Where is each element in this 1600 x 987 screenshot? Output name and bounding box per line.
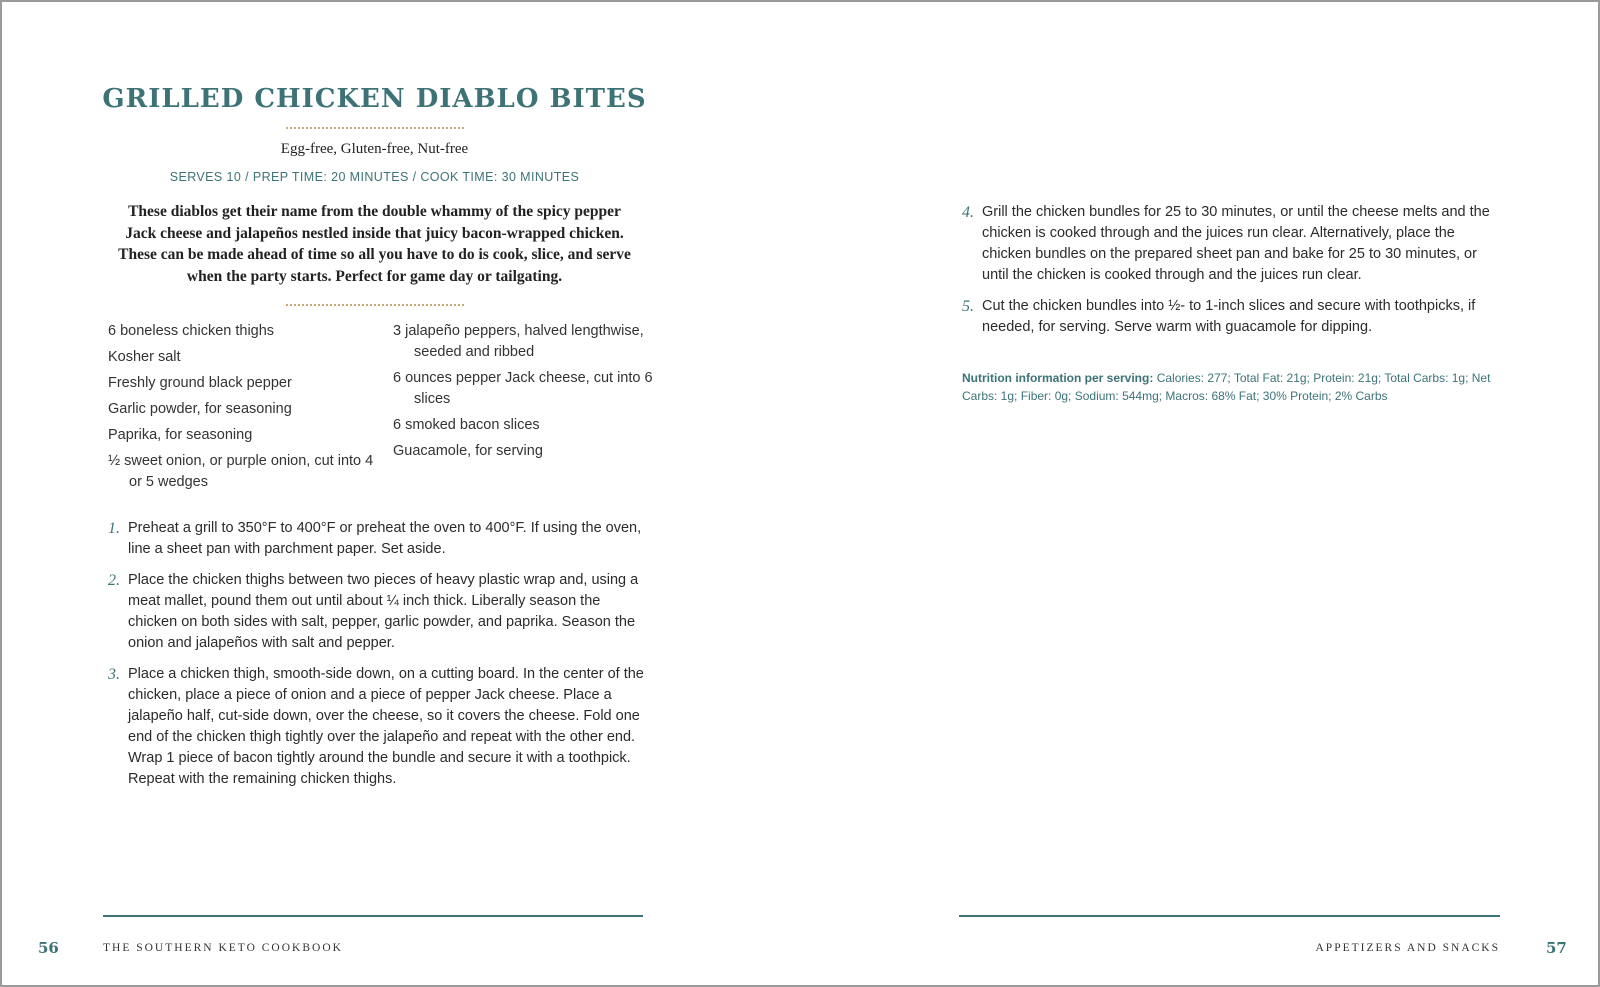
page-number-left: 56 (38, 939, 59, 957)
recipe-meta: SERVES 10 / PREP TIME: 20 MINUTES / COOK TIME: 30 MINUTES (169, 170, 580, 184)
ingredient-item: Kosher salt (108, 349, 181, 365)
step-number: 5. (962, 298, 974, 315)
step-item (108, 664, 648, 790)
ingredient-item: 6 boneless chicken thighs (108, 323, 275, 339)
ingredient-item: 6 smoked bacon slices (393, 417, 540, 433)
footer-rule-right (959, 915, 1500, 917)
steps-left-column (108, 518, 648, 800)
intro-dotted-rule (286, 304, 464, 306)
nutrition-info (962, 369, 1502, 405)
dietary-tags: Egg-free, Gluten-free, Nut-free (280, 141, 469, 157)
step-item (108, 570, 648, 654)
step-text: Preheat a grill to 350°F to 400°F or preheat the oven to 400°F. If using the oven, line a sheet pan with parchment paper. Set aside. (128, 520, 642, 557)
step-number: 4. (962, 204, 974, 221)
ingredient-item: ½ sweet onion, or purple onion, cut into 4 or 5 wedges (108, 453, 374, 490)
ingredient-item: Guacamole, for serving (393, 443, 543, 459)
ingredients-right-column (393, 321, 653, 467)
step-item (962, 202, 1492, 286)
recipe-title: GRILLED CHICKEN DIABLO BITES (102, 84, 647, 114)
steps-right-column (962, 202, 1492, 348)
step-number: 3. (108, 666, 120, 683)
running-head-right: APPETIZERS AND SNACKS (1315, 942, 1500, 954)
step-text: Cut the chicken bundles into ½- to 1-inch slices and secure with toothpicks, if needed, for serving. Serve warm with guacamole for dipping. (982, 298, 1476, 335)
ingredient-item: Paprika, for seasoning (108, 427, 253, 443)
right-page (800, 2, 1598, 985)
step-text: Grill the chicken bundles for 25 to 30 minutes, or until the cheese melts and the chicken is cooked through and the juices run clear. Alternatively, place the chicken bundles on the prepared sheet pan and bake for 25 to 30 minutes, or until the chicken is cooked through and the juices run clear. (982, 204, 1490, 283)
ingredients-left-column (108, 321, 378, 498)
step-item (108, 518, 648, 560)
ingredient-item: 3 jalapeño peppers, halved lengthwise, seeded and ribbed (393, 323, 644, 360)
ingredient-item: Freshly ground black pepper (108, 375, 292, 391)
nutrition-values: Calories: 277; Total Fat: 21g; Protein: 21g; Total Carbs: 1g; Net Carbs: 1g; Fiber: 0g; Sodium: 544mg; Macros: 68% Fat; 30% Protein; 2% Carbs (962, 371, 1491, 403)
recipe-intro: These diablos get their name from the double whammy of the spicy pepper Jack cheese and jalapeños nestled inside that juicy bacon-wrapped chicken. These can be made ahead of time so all you have to do is cook, slice, and serve when the party starts. Perfect for game day or tailgating. (118, 203, 631, 285)
nutrition-label: Nutrition information per serving: (962, 371, 1154, 385)
step-number: 1. (108, 520, 120, 537)
step-text: Place a chicken thigh, smooth-side down, on a cutting board. In the center of the chicken, place a piece of onion and a piece of pepper Jack cheese. Place a jalapeño half, cut-side down, over the cheese, so it covers the cheese. Fold one end of the chicken thigh tightly over the jalapeño and repeat with the other end. Wrap 1 piece of bacon tightly around the bundle and secure it with a toothpick. Repeat with the remaining chicken thighs. (128, 666, 644, 787)
ingredient-item: Garlic powder, for seasoning (108, 401, 292, 417)
footer-rule-left (103, 915, 643, 917)
running-head-left: THE SOUTHERN KETO COOKBOOK (103, 942, 343, 954)
title-dotted-rule (286, 127, 464, 129)
page-number-right: 57 (1546, 939, 1567, 957)
step-number: 2. (108, 572, 120, 589)
step-text: Place the chicken thighs between two pieces of heavy plastic wrap and, using a meat mallet, pound them out until about ¼ inch thick. Liberally season the chicken on both sides with salt, pepper, garlic powder, and paprika. Season the onion and jalapeños with salt and pepper. (128, 572, 639, 651)
ingredient-item: 6 ounces pepper Jack cheese, cut into 6 slices (393, 370, 653, 407)
step-item (962, 296, 1492, 338)
